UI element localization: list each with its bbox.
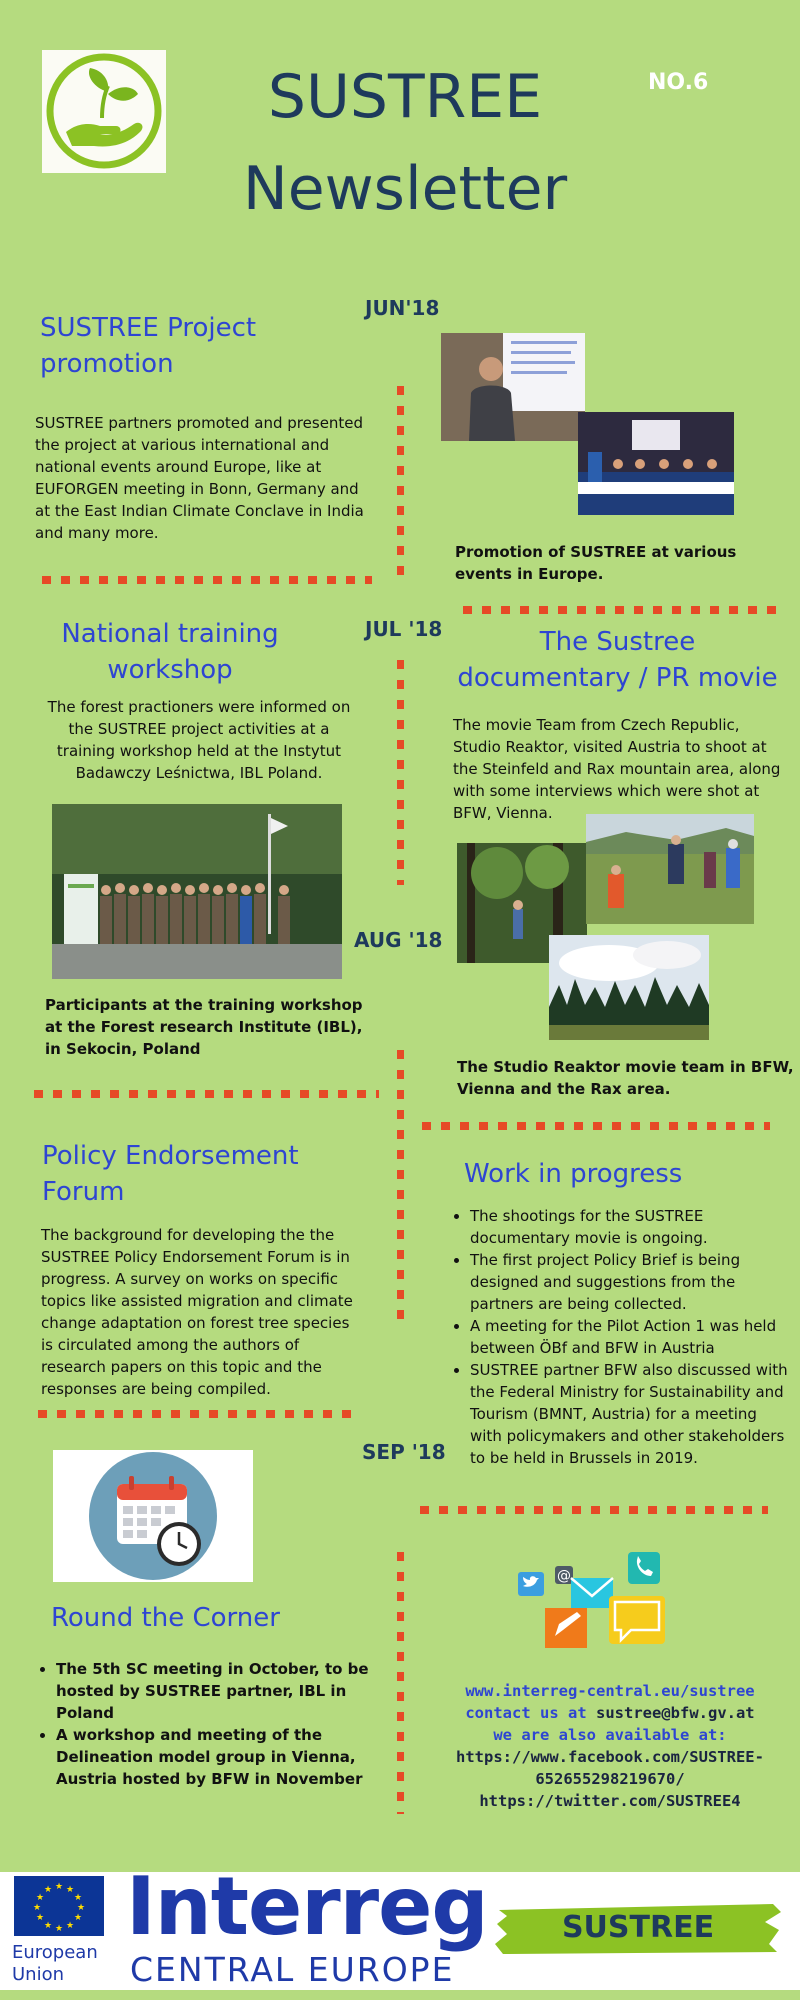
calendar-clock-icon [53, 1450, 253, 1582]
policy-body: The background for developing the the SUSTREE Policy Endorsement Forum is in progress. A survey on works on specific topics like assisted migration and climate change adaptation on forest tree species is circulated among the authors of research papers on this topic and the responses are being compiled. [41, 1226, 353, 1398]
timeline-divider [397, 386, 404, 576]
svg-text:★: ★ [73, 1893, 83, 1903]
svg-text:★: ★ [65, 1921, 75, 1931]
edit-icon [545, 1608, 587, 1648]
timeline-divider [397, 660, 404, 885]
timeline-divider [397, 1050, 404, 1320]
also-available-text: we are also available at: [493, 1726, 727, 1744]
list-item: • The first project Policy Brief is being designed and suggestions from the partners are being collected. [470, 1249, 788, 1315]
phone-icon [628, 1552, 660, 1584]
contact-block [425, 1680, 795, 1812]
svg-text:★: ★ [43, 1885, 53, 1895]
sustree-logo [42, 50, 166, 173]
website-link[interactable]: www.interreg-central.eu/sustree [465, 1682, 755, 1700]
promotion-photo-conference [578, 412, 734, 515]
sustree-brush-badge [493, 1900, 783, 1956]
section-divider [34, 1090, 379, 1098]
central-europe-label: CENTRAL EUROPE [130, 1950, 455, 1989]
documentary-photo-meadow [586, 814, 754, 924]
svg-text:★: ★ [54, 1882, 64, 1892]
issue-number: NO.6 [648, 70, 709, 95]
list-item: • A meeting for the Pilot Action 1 was held between ÖBf and BFW in Austria [470, 1315, 788, 1359]
training-caption: Participants at the training workshop at the Forest research Institute (IBL), in Sekocin, Poland [45, 996, 363, 1058]
timeline-divider [397, 1552, 404, 1814]
svg-text:@: @ [557, 1568, 571, 1584]
training-heading: National training workshop [61, 619, 279, 685]
documentary-heading: The Sustree documentary / PR movie [457, 627, 778, 693]
list-item: • The 5th SC meeting in October, to be hosted by SUSTREE partner, IBL in Poland [56, 1658, 386, 1724]
corner-list [34, 1658, 386, 1790]
list-item: • A workshop and meeting of the Delineation model group in Vienna, Austria hosted by BFW in November [56, 1724, 386, 1790]
newsletter-title-line2: Newsletter [242, 154, 568, 224]
contact-line: contact us at sustree@bfw.gv.at [465, 1704, 755, 1722]
section-divider [422, 1122, 770, 1130]
svg-text:★: ★ [73, 1913, 83, 1923]
section-divider [420, 1506, 768, 1514]
svg-text:★: ★ [65, 1885, 75, 1895]
progress-heading: Work in progress [464, 1159, 683, 1189]
list-item: • SUSTREE partner BFW also discussed with the Federal Ministry for Sustainability and Tourism (BMNT, Austria) for a meeting with policymakers and other stakeholders to be held in Brussels in 2019. [470, 1359, 788, 1469]
sustree-badge-label: SUSTREE [561, 1910, 715, 1945]
email-link[interactable]: sustree@bfw.gv.at [596, 1704, 755, 1722]
calendar-image [53, 1450, 253, 1582]
interreg-wordmark: Interreg [126, 1860, 488, 1953]
plant-hand-icon [42, 50, 166, 173]
progress-list [448, 1205, 788, 1469]
eu-label: European Union [12, 1942, 98, 1985]
section-divider [463, 606, 781, 614]
month-label-jun: JUN'18 [365, 296, 440, 320]
svg-text:★: ★ [35, 1913, 45, 1923]
facebook-link[interactable]: https://www.facebook.com/SUSTREE-652655298219670/ [456, 1748, 764, 1788]
list-item: • The shootings for the SUSTREE documentary movie is ongoing. [470, 1205, 788, 1249]
policy-heading: Policy Endorsement Forum [42, 1141, 299, 1207]
footer-banner [0, 1860, 800, 1990]
documentary-caption: The Studio Reaktor movie team in BFW, Vienna and the Rax area. [457, 1058, 794, 1098]
documentary-body: The movie Team from Czech Republic, Studio Reaktor, visited Austria to shoot at the Steinfeld and Rax mountain area, along with some interviews which were shot at BFW, Vienna. [453, 716, 781, 822]
svg-text:★: ★ [43, 1921, 53, 1931]
documentary-photo-rax [549, 935, 709, 1040]
corner-heading: Round the Corner [51, 1603, 280, 1633]
training-body: The forest practioners were informed on the SUSTREE project activities at a training workshop held at the Instytut Badawczy Leśnictwa, IBL Poland. [47, 698, 351, 782]
eu-stars-icon [14, 1876, 104, 1936]
svg-text:★: ★ [35, 1893, 45, 1903]
month-label-sep: SEP '18 [362, 1440, 446, 1464]
twitter-link[interactable]: https://twitter.com/SUSTREE4 [479, 1792, 741, 1810]
eu-flag [14, 1876, 104, 1936]
promotion-photo-speaker [441, 333, 585, 441]
social-icons-graphic [515, 1550, 675, 1662]
svg-text:★: ★ [32, 1903, 42, 1913]
promotion-body: SUSTREE partners promoted and presented the project at various international and national events around Europe, like at EUFORGEN meeting in Bonn, Germany and at the East Indian Climate Conclave in India and many more. [35, 414, 364, 542]
section-divider [38, 1410, 358, 1418]
svg-text:★: ★ [54, 1924, 64, 1934]
svg-text:★: ★ [76, 1903, 86, 1913]
promotion-caption: Promotion of SUSTREE at various events in Europe. [455, 543, 737, 583]
newsletter-title-line1: SUSTREE [267, 62, 543, 132]
month-label-jul: JUL '18 [365, 617, 443, 641]
month-label-aug: AUG '18 [354, 928, 443, 952]
training-group-photo [52, 804, 342, 979]
section-divider [42, 576, 372, 584]
promotion-heading: SUSTREE Project promotion [40, 313, 257, 379]
